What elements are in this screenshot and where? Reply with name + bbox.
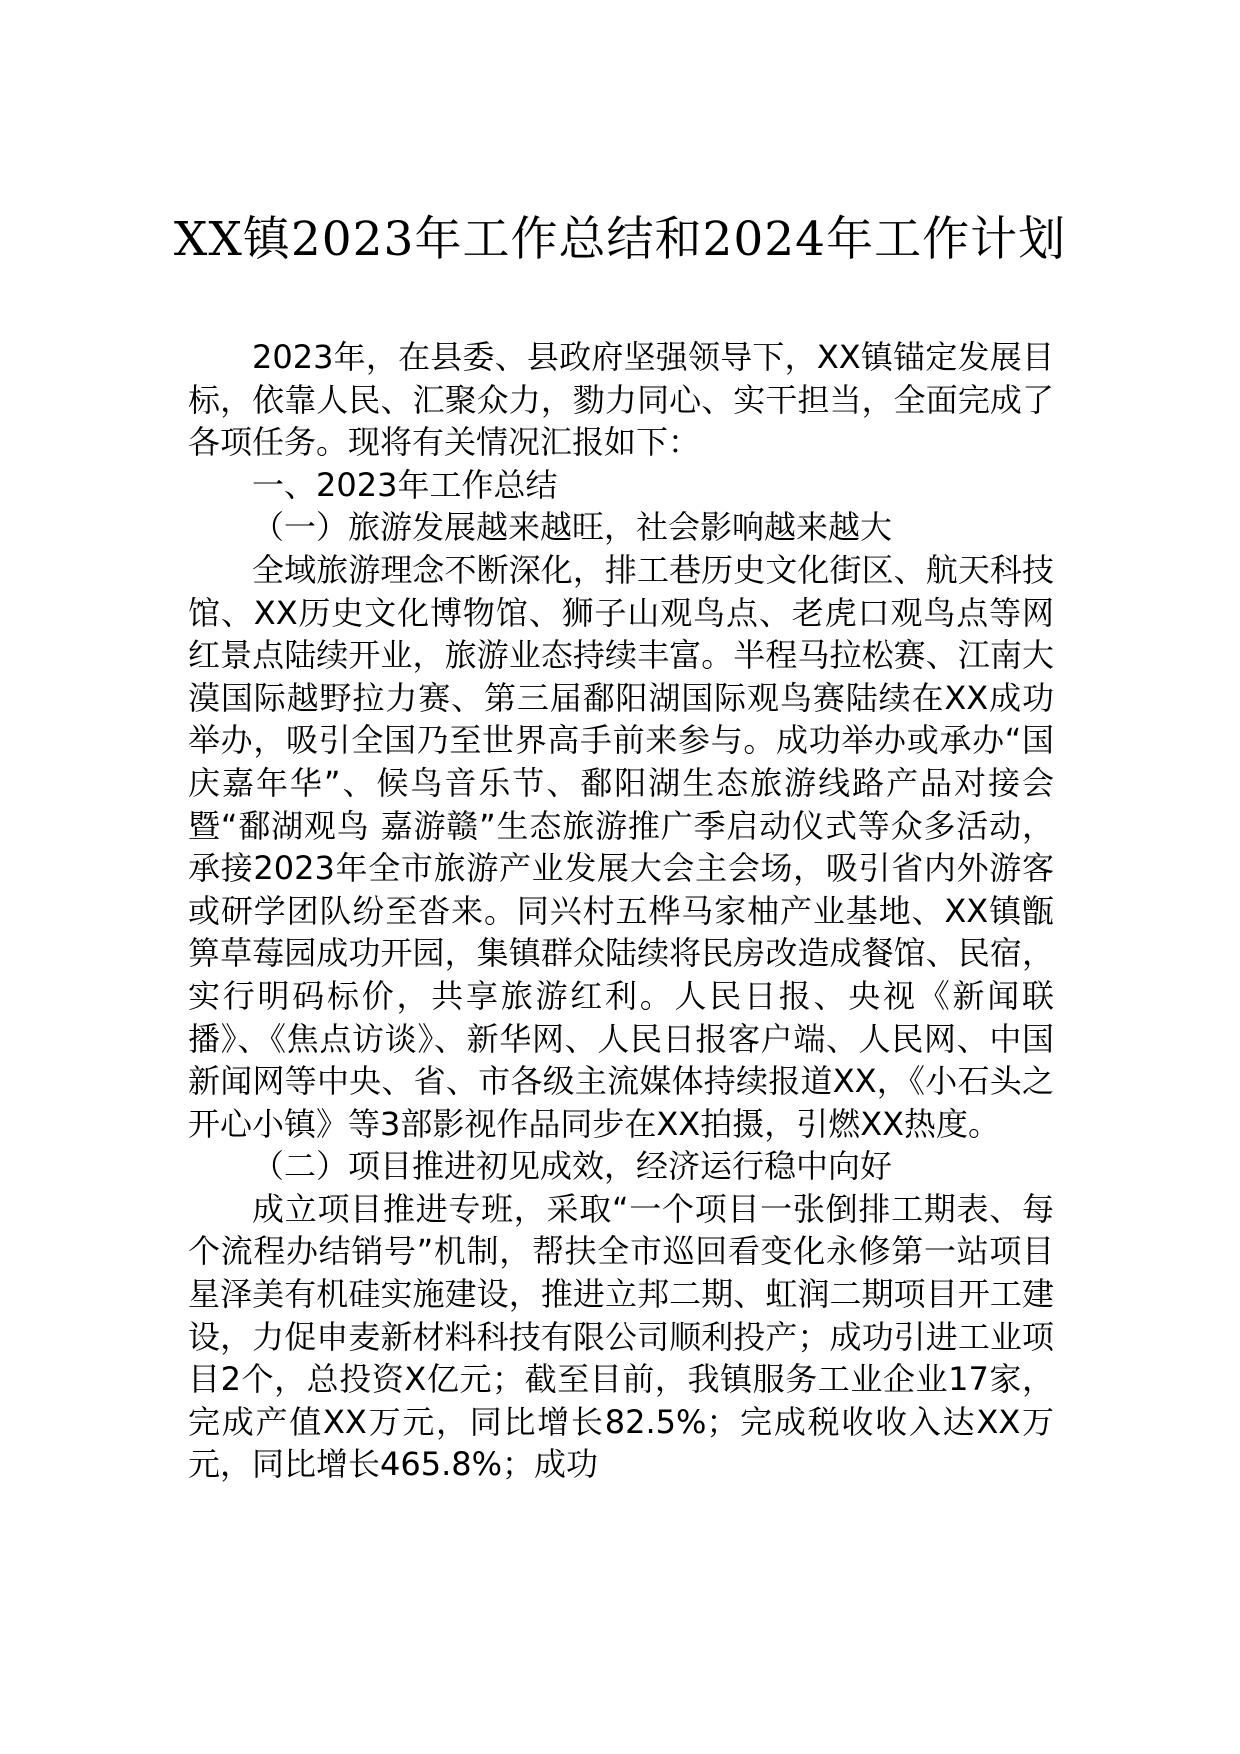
project-paragraph: 成立项目推进专班，采取“一个项目一张倒排工期表、每个流程办结销号”机制，帮扶全市巡回看变化永修第一站项目星泽美有机硅实施建设，推进立邦二期、虹润二期项目开工建设，力促申麦新材料科技有限公司顺利投产；成功引进工业项目2个，总投资X亿元；截至目前，我镇服务工业企业17家，完成产值XX万元，同比增长82.5%；完成税收收入达XX万元，同比增长465.8%；成功 <box>188 1189 1054 1484</box>
intro-paragraph: 2023年，在县委、县政府坚强领导下，XX镇锚定发展目标，依靠人民、汇聚众力，勠力同心、实干担当，全面完成了各项任务。现将有关情况汇报如下： <box>188 338 1054 462</box>
subsection-heading-1: （一）旅游发展越来越旺，社会影响越来越大 <box>252 508 893 547</box>
document-title: XX镇2023年工作总结和2024年工作计划 <box>173 212 1067 267</box>
subsection-heading-2: （二）项目推进初见成效，经济运行稳中向好 <box>252 1147 893 1186</box>
tourism-paragraph: 全域旅游理念不断深化，排工巷历史文化街区、航天科技馆、XX历史文化博物馆、狮子山观鸟点、老虎口观鸟点等网红景点陆续开业，旅游业态持续丰富。半程马拉松赛、江南大漠国际越野拉力赛、第三届鄱阳湖国际观鸟赛陆续在XX成功举办，吸引全国乃至世界高手前来参与。成功举办或承办“国庆嘉年华”、候鸟音乐节、鄱阳湖生态旅游线路产品对接会暨“鄱湖观鸟 嘉游赣”生态旅游推广季启动仪式等众多活动，承接2023年全市旅游产业发展大会主会场，吸引省内外游客或研学团队纷至沓来。同兴村五桦马家柚产业基地、XX镇甑箅草莓园成功开园，集镇群众陆续将民房改造成餐馆、民宿，实行明码标价，共享旅游红利。人民日报、央视《新闻联播》、《焦点访谈》、新华网、人民日报客户端、人民网、中国新闻网等中央、省、市各级主流媒体持续报道XX，《小石头之开心小镇》等3部影视作品同步在XX拍摄，引燃XX热度。 <box>188 550 1054 1143</box>
document-body <box>188 336 1054 1486</box>
section-heading-1: 一、2023年工作总结 <box>252 465 558 504</box>
